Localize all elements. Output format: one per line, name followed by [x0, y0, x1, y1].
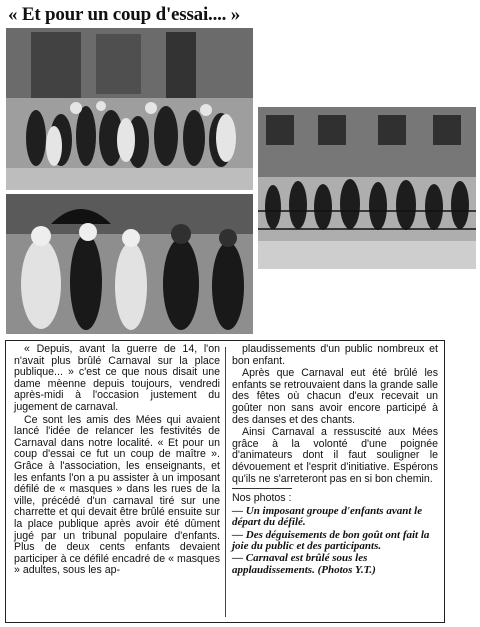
photo-caption: — Des déguisements de bon goût ont fait la joie du public et des participants. [232, 528, 430, 552]
column-divider [225, 347, 226, 617]
photo-group-children [6, 28, 253, 190]
article-column-left [14, 344, 220, 578]
photo-public-crowd [258, 107, 476, 269]
paragraph: « Depuis, avant la guerre de 14, l'on n'avait plus brûlé Carnaval sur la place publique... » c'est ce que nous disait une dame mèenne depuis toujours, vendredi après-midi à l'occasion justement du jugement de carnaval. [14, 343, 220, 413]
photo-caption: — Un imposant groupe d'enfants avant le départ du défilé. [232, 504, 423, 529]
photo-caption: — Carnaval est brûlé sous les applaudissements. (Photos Y.T.) [232, 552, 376, 576]
article-headline: « Et pour un coup d'essai.... » [8, 4, 241, 25]
photos-heading: Nos photos : [232, 492, 292, 505]
paragraph: Après que Carnaval eut été brûlé les enfants se retrouvaient dans la grande salle des fêtes où chacun d'eux recevait un goûter non sans avoir encore participé à des danses et des chants. [232, 367, 438, 426]
divider [232, 488, 292, 489]
paragraph: Ce sont les amis des Mées qui avaient lancé l'idée de relancer les festivités de Carnaval dans notre localité. « Et pour un coup d'essai ce fut un coup de maître ». Grâce à l'association, les enseignants, et les enfants l'on a pu assister à un imposant défilé de « masques » dans les rues de la ville, précédé d'un carnaval tiré sur une charrette et qui devait être brûlé ensuite sur la place publique après avoir été dûment jugé par un tribunal populaire d'enfants. Plus de deux cents enfants devaient participer à ce défilé encadré de « masques » adultes, sous les ap- [14, 413, 220, 577]
paragraph: plaudissements d'un public nombreux et bon enfant. [232, 343, 438, 367]
article-column-right [232, 344, 438, 577]
paragraph: Ainsi Carnaval a ressuscité aux Mées grâce à la volonté d'une poignée d'animateurs dont il faut souligner le dévouement et l'esprit d'initiative. Espérons qu'ils ne s'arreteront pas en si bon chemin. [232, 426, 438, 485]
photo-costumed-participants [6, 194, 253, 334]
article-body [5, 340, 445, 623]
